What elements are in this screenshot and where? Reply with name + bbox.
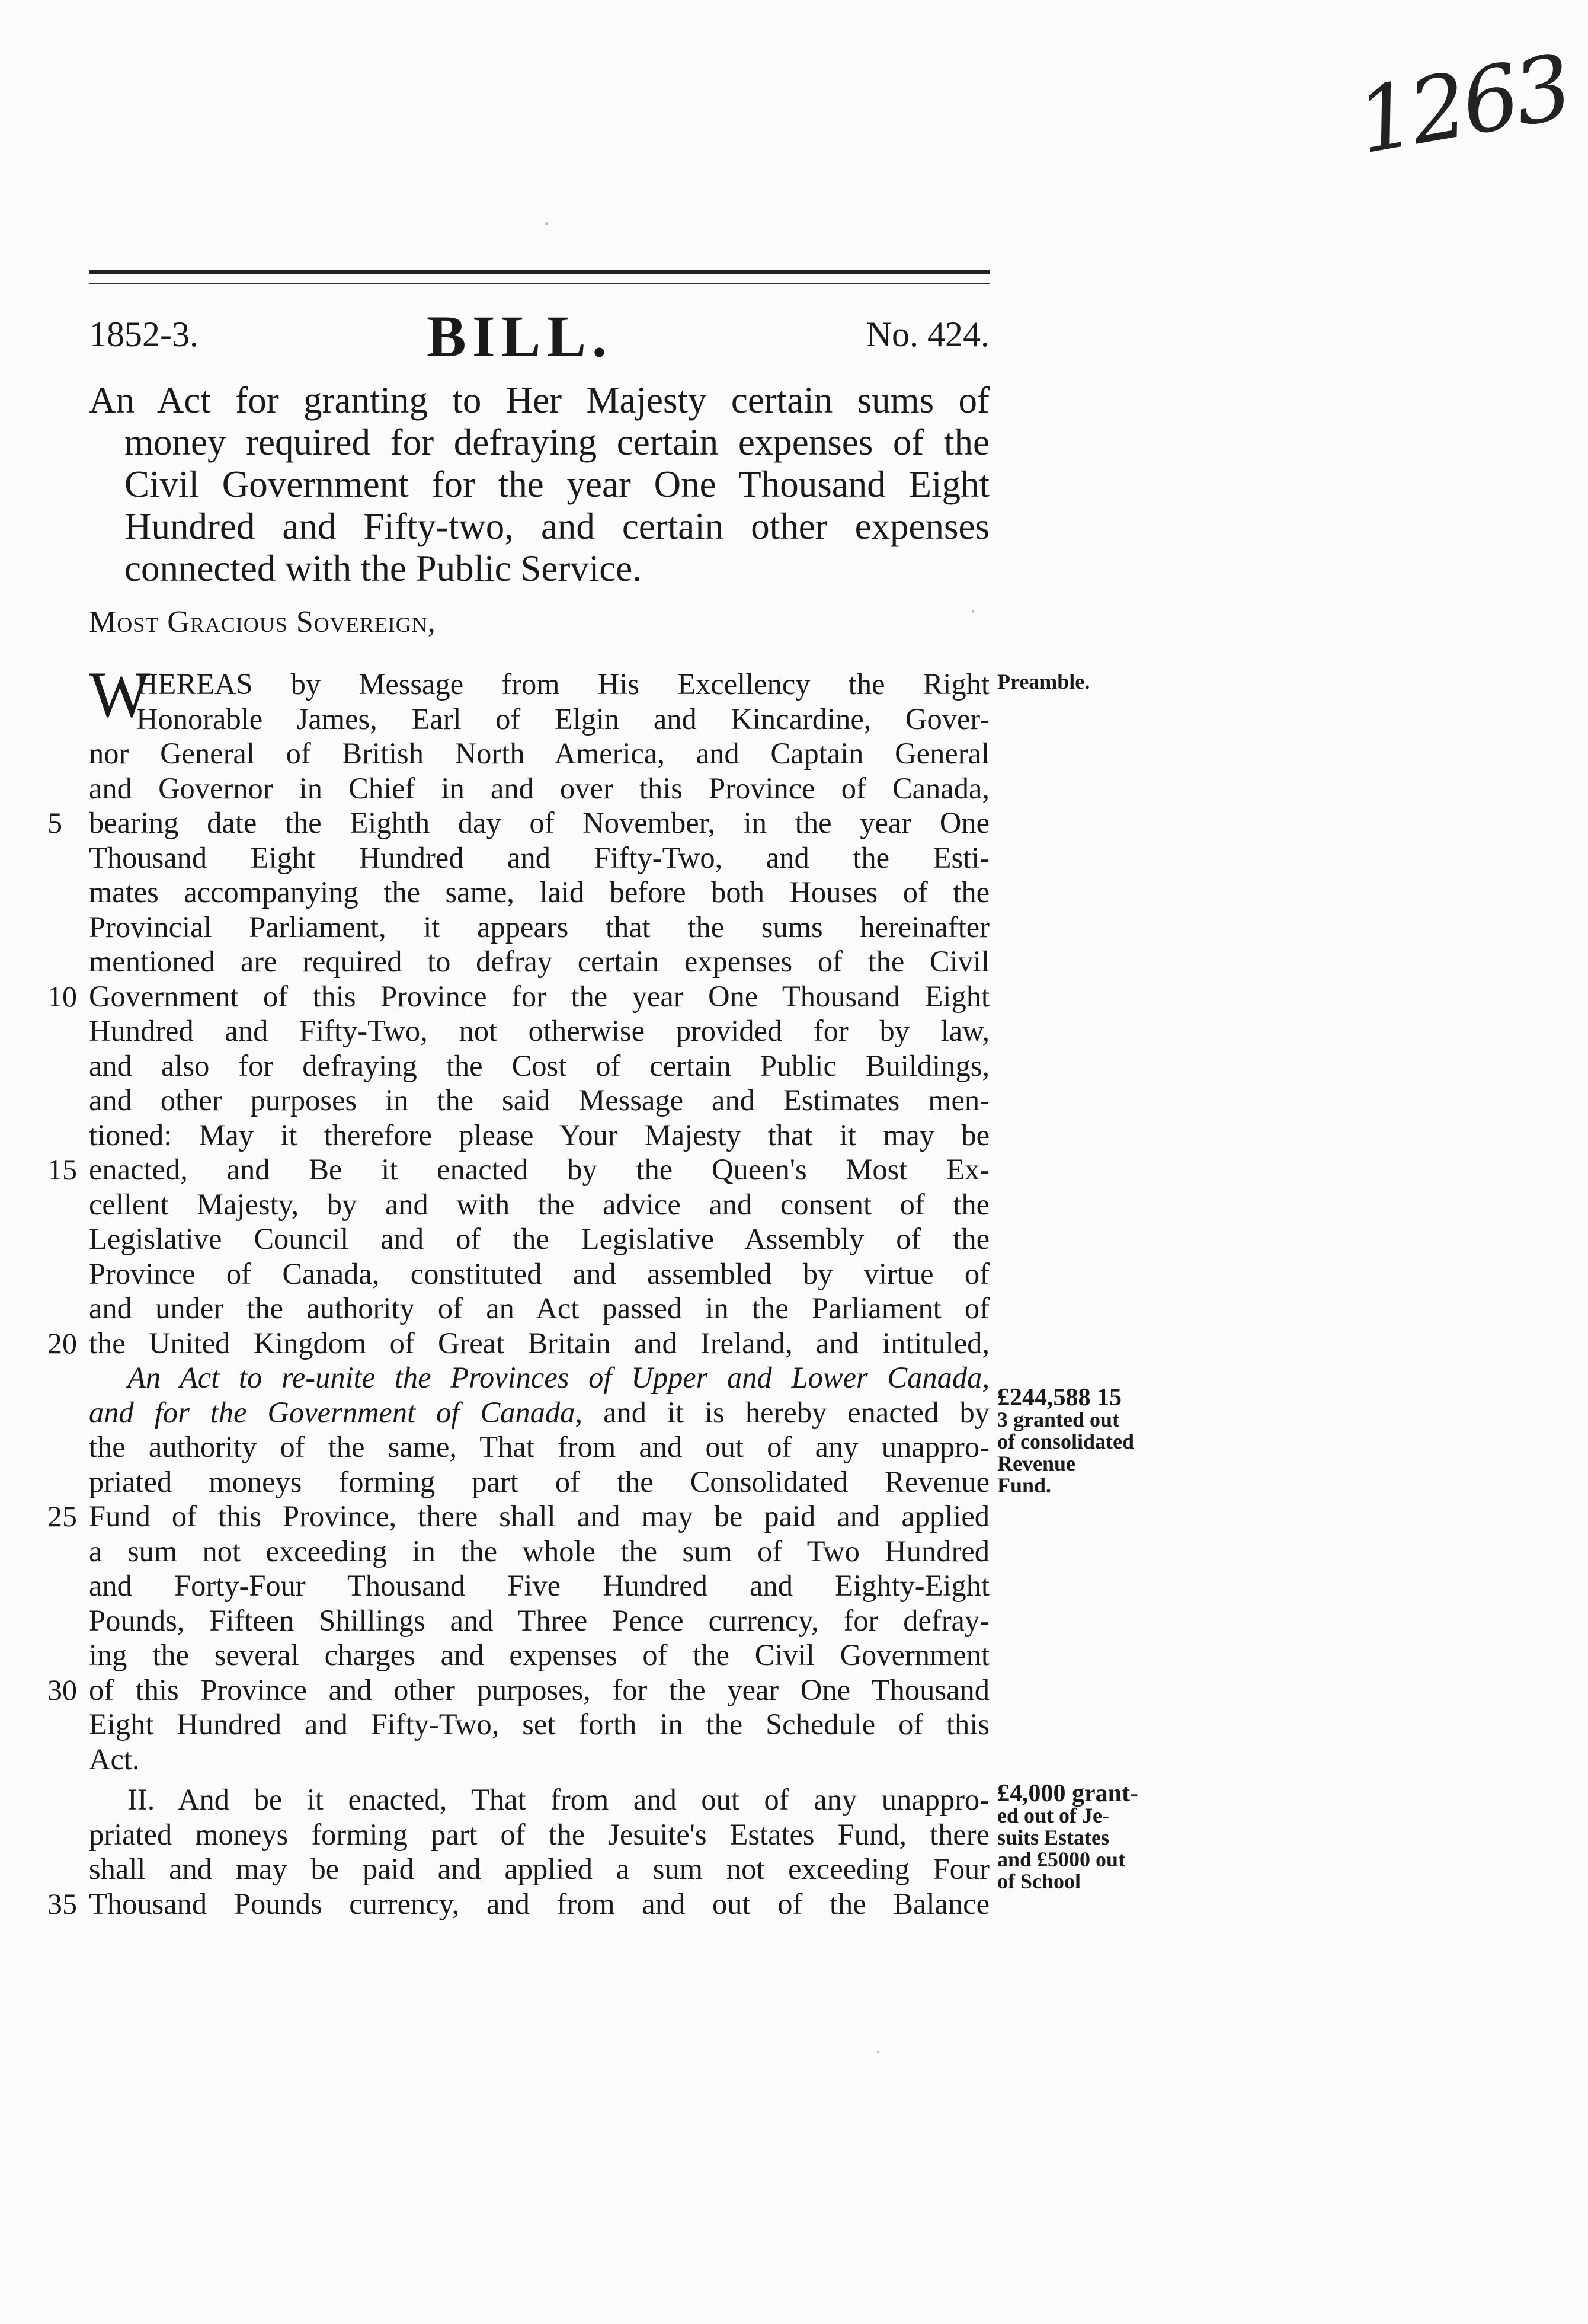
body-line: Hundred and Fifty-Two, not otherwise provided for by law,: [89, 1014, 990, 1047]
margin-note-line: of consolidated: [997, 1430, 1135, 1453]
section-two: [47, 1782, 990, 1921]
body-line: [47, 805, 990, 840]
body-line: the authority of the same, That from and out of any unappro-: [89, 1430, 990, 1463]
body-line: Thousand Eight Hundred and Fifty-Two, and the Esti-: [89, 840, 990, 874]
line-number: 25: [47, 1500, 77, 1533]
margin-note-line: 3 granted out: [997, 1408, 1119, 1431]
body-line: Pounds, Fifteen Shillings and Three Pence currency, for defray-: [89, 1603, 990, 1637]
body-line: Province of Canada, constituted and assembled by virtue of: [89, 1257, 990, 1290]
session-year: 1852-3.: [89, 315, 198, 354]
salutation: Most Gracious Sovereign,: [89, 605, 436, 639]
body-line: shall and may be paid and applied a sum not exceeding Four: [89, 1852, 990, 1885]
body-line-text: , and it is hereby enacted by: [575, 1395, 990, 1429]
body-line-text: Government of this Province for the year One Thousand Eight: [89, 979, 990, 1013]
body-line: mentioned are required to defray certain expenses of the Civil: [89, 945, 990, 978]
act-citation-line: An Act to re-unite the Provinces of Upper and Lower Canada,: [127, 1361, 990, 1394]
body-line-text: of this Province and other purposes, for the year One Thousand: [89, 1673, 990, 1706]
body-line: HEREAS by Message from His Excellency the Right: [136, 667, 990, 701]
body-line: and Forty-Four Thousand Five Hundred and Eighty-Eight: [89, 1569, 990, 1602]
body-line: tioned: May it therefore please Your Majesty that it may be: [89, 1118, 990, 1152]
act-title: [89, 379, 990, 590]
act-title-line: An Act for granting to Her Majesty certain sums of: [89, 379, 990, 421]
margin-note-line: £4,000 grant-: [997, 1780, 1138, 1807]
act-title-line: connected with the Public Service.: [124, 548, 642, 589]
margin-note-line: of School: [997, 1869, 1081, 1893]
line-number: 30: [47, 1673, 77, 1706]
line-number: 10: [47, 979, 77, 1013]
bill-header: [89, 303, 990, 373]
body-line: a sum not exceeding in the whole the sum of Two Hundred: [89, 1534, 990, 1568]
body-line-text: enacted, and Be it enacted by the Queen's Most Ex-: [89, 1153, 990, 1186]
act-title-line: money required for defraying certain expenses of the: [124, 421, 990, 463]
header-rule-thin: [89, 283, 990, 284]
preamble-text: [47, 658, 990, 1776]
body-line: and Governor in Chief in and over this Province of Canada,: [89, 771, 990, 805]
body-line: mates accompanying the same, laid before both Houses of the: [89, 875, 990, 909]
line-number: 20: [47, 1326, 77, 1360]
body-line: Honorable James, Earl of Elgin and Kincardine, Gover-: [136, 702, 990, 736]
margin-note-preamble: Preamble.: [997, 670, 1090, 693]
paper-speck: [877, 2051, 879, 2053]
bill-title: BILL.: [427, 303, 613, 369]
line-number: 35: [47, 1887, 77, 1920]
body-line-text: bearing date the Eighth day of November, in the year One: [89, 806, 990, 839]
paper-speck: [972, 610, 974, 613]
margin-note-line: £244,588 15: [997, 1384, 1122, 1411]
act-title-line: Hundred and Fifty-two, and certain other expenses: [124, 506, 990, 547]
margin-note-line: and £5000 out: [997, 1847, 1126, 1871]
body-line: Act.: [89, 1742, 140, 1776]
body-line: nor General of British North America, and Captain General: [89, 737, 990, 770]
line-number: 5: [47, 806, 62, 839]
margin-note-line: Fund.: [997, 1473, 1052, 1497]
body-line: II. And be it enacted, That from and out of any unappro-: [127, 1783, 990, 1816]
paper-speck: [545, 222, 548, 225]
margin-note-line: Revenue: [997, 1452, 1075, 1475]
body-line: [47, 1326, 990, 1361]
handwritten-page-number: 1263: [1349, 36, 1577, 174]
body-line: [47, 1152, 990, 1187]
bill-number: No. 424.: [866, 315, 990, 354]
body-line: [47, 1673, 990, 1708]
margin-note-jesuit-estates: [997, 1780, 1138, 1893]
line-number: 15: [47, 1153, 77, 1186]
body-line: Eight Hundred and Fifty-Two, set forth in the Schedule of this: [89, 1708, 990, 1741]
body-line: ing the several charges and expenses of the Civil Government: [89, 1638, 990, 1671]
body-line: and other purposes in the said Message and Estimates men-: [89, 1083, 990, 1117]
body-line: [89, 1395, 990, 1430]
act-citation-text: and for the Government of Canada: [89, 1395, 575, 1429]
body-line: and under the authority of an Act passed in the Parliament of: [89, 1292, 990, 1325]
body-line: Provincial Parliament, it appears that the sums hereinafter: [89, 910, 990, 944]
body-line-text: Thousand Pounds currency, and from and out of the Balance: [89, 1887, 990, 1920]
act-title-line: Civil Government for the year One Thousand Eight: [124, 463, 990, 505]
margin-note-line: suits Estates: [997, 1826, 1110, 1849]
body-line: [47, 979, 990, 1014]
margin-note-line: ed out of Je-: [997, 1804, 1109, 1827]
body-line: [47, 1499, 990, 1534]
body-line: priated moneys forming part of the Consolidated Revenue: [89, 1465, 990, 1498]
body-line: priated moneys forming part of the Jesuite's Estates Fund, there: [89, 1817, 990, 1851]
body-line: [47, 1887, 990, 1922]
margin-note-grant: [997, 1384, 1135, 1497]
body-line: Legislative Council and of the Legislative Assembly of the: [89, 1222, 990, 1255]
body-line: and also for defraying the Cost of certain Public Buildings,: [89, 1048, 990, 1082]
header-rule-thick: [89, 270, 990, 274]
body-line-text: the United Kingdom of Great Britain and Ireland, and intituled,: [89, 1326, 990, 1360]
body-line: cellent Majesty, by and with the advice and consent of the: [89, 1187, 990, 1221]
body-line-text: Fund of this Province, there shall and may be paid and applied: [89, 1500, 990, 1533]
drop-cap: W: [89, 658, 151, 731]
